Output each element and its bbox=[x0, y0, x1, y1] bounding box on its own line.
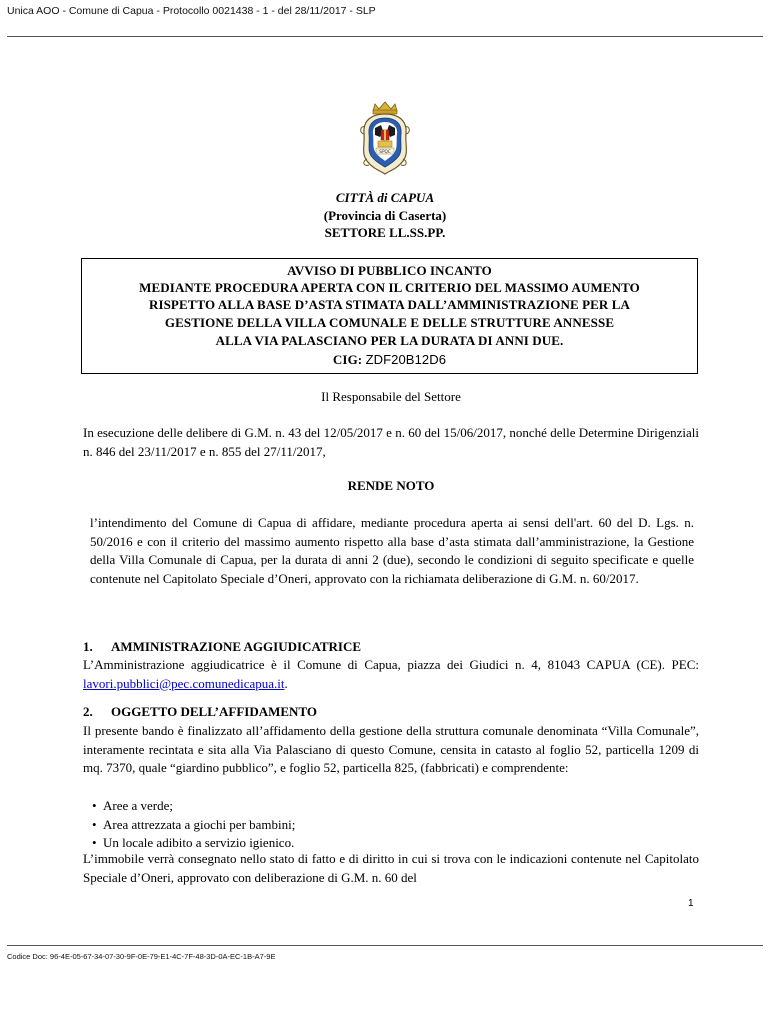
protocol-text: Unica AOO - Comune di Capua - Protocollo 0021438 - 1 - del 28/11/2017 - SLP bbox=[7, 5, 376, 17]
included-items-list bbox=[92, 797, 692, 853]
section-1-paragraph bbox=[83, 656, 699, 693]
document-code: Codice Doc: 96-4E-05-67-34-07-30-9F-0E-79-E1-4C-7F-48-3D-0A-EC-1B-A7-9E bbox=[7, 952, 276, 961]
crest-motto: SPQC bbox=[379, 149, 391, 154]
header-divider bbox=[7, 36, 763, 37]
notice-line: RISPETTO ALLA BASE D’ASTA STIMATA DALL’AMMINISTRAZIONE PER LA bbox=[148, 297, 631, 312]
section-1-text: L’Amministrazione aggiudicatrice è il Comune di Capua, piazza dei Giudici n. 4, 81043 CAPUA (CE). PEC: bbox=[83, 657, 699, 672]
footer-divider bbox=[7, 945, 763, 946]
province-name: (Provincia di Caserta) bbox=[323, 208, 447, 223]
protocol-header bbox=[0, 0, 770, 38]
cig-line bbox=[82, 352, 697, 368]
section-1-title: AMMINISTRAZIONE AGGIUDICATRICE bbox=[111, 639, 362, 654]
city-name: CITTÀ di CAPUA bbox=[335, 190, 435, 205]
execution-paragraph: In esecuzione delle delibere di G.M. n. 43 del 12/05/2017 e n. 60 del 15/06/2017, nonché delle Determine Dirigenziali n. 846 del 23/11/2017 e n. 855 del 27/11/2017, bbox=[83, 425, 699, 459]
pec-email-link[interactable]: lavori.pubblici@pec.comunedicapua.it bbox=[83, 675, 285, 691]
section-2-title: OGGETTO DELL’AFFIDAMENTO bbox=[111, 704, 317, 719]
notice-title-box bbox=[81, 258, 698, 374]
list-item: • Aree a verde; bbox=[92, 797, 692, 816]
sector-name: SETTORE LL.SS.PP. bbox=[324, 225, 446, 240]
cig-label: CIG: bbox=[332, 352, 363, 367]
list-item: • Area attrezzata a giochi per bambini; bbox=[92, 816, 692, 835]
notice-line: AVVISO DI PUBBLICO INCANTO bbox=[287, 263, 492, 278]
section-1-number: 1. bbox=[83, 639, 93, 654]
cig-code: ZDF20B12D6 bbox=[365, 352, 447, 367]
delivery-paragraph: L’immobile verrà consegnato nello stato di fatto e di diritto in cui si trova con le indicazioni contenute nel Capitolato Speciale d’Oneri, approvato con deliberazione di G.M. n. 60 del bbox=[83, 851, 699, 885]
responsible-label: Il Responsabile del Settore bbox=[321, 389, 461, 404]
notice-line: GESTIONE DELLA VILLA COMUNALE E DELLE STRUTTURE ANNESSE bbox=[164, 315, 615, 330]
notice-line: MEDIANTE PROCEDURA APERTA CON IL CRITERIO DEL MASSIMO AUMENTO bbox=[139, 280, 640, 295]
intent-paragraph: l’intendimento del Comune di Capua di affidare, mediante procedura aperta ai sensi dell'art. 60 del D. Lgs. n. 50/2016 e con il criterio del massimo aumento rispetto alla base d’asta stimata dall’amministrazione, la Gestione della Villa Comunale di Capua, per la durata di anni 2 (due), secondo le condizioni di seguito specificate e quelle contenute nel Capitolato Speciale d’Oneri, approvato con la richiamata deliberazione di G.M. n. 60/2017. bbox=[90, 515, 694, 586]
notice-line: ALLA VIA PALASCIANO PER LA DURATA DI ANNI DUE. bbox=[215, 333, 564, 348]
rende-noto-heading: RENDE NOTO bbox=[347, 478, 435, 493]
page-number: 1 bbox=[688, 898, 694, 909]
section-2-number: 2. bbox=[83, 704, 93, 719]
section-2-heading bbox=[83, 704, 317, 720]
section-2-paragraph: Il presente bando è finalizzato all’affidamento della gestione della struttura comunale denominata “Villa Comunale”, interamente recintata e sita alla Via Palasciano di questo Comune, censita in catasto al foglio 52, particella 1209 di mq. 7370, quale “giardino pubblico”, e foglio 52, particella 825, (fabbricati) e comprendente: bbox=[83, 723, 699, 775]
list-item: • Un locale adibito a servizio igienico. bbox=[92, 834, 692, 853]
section-1-heading bbox=[83, 639, 361, 655]
section-1-text-end: . bbox=[284, 675, 288, 691]
capua-coat-of-arms bbox=[357, 101, 413, 175]
